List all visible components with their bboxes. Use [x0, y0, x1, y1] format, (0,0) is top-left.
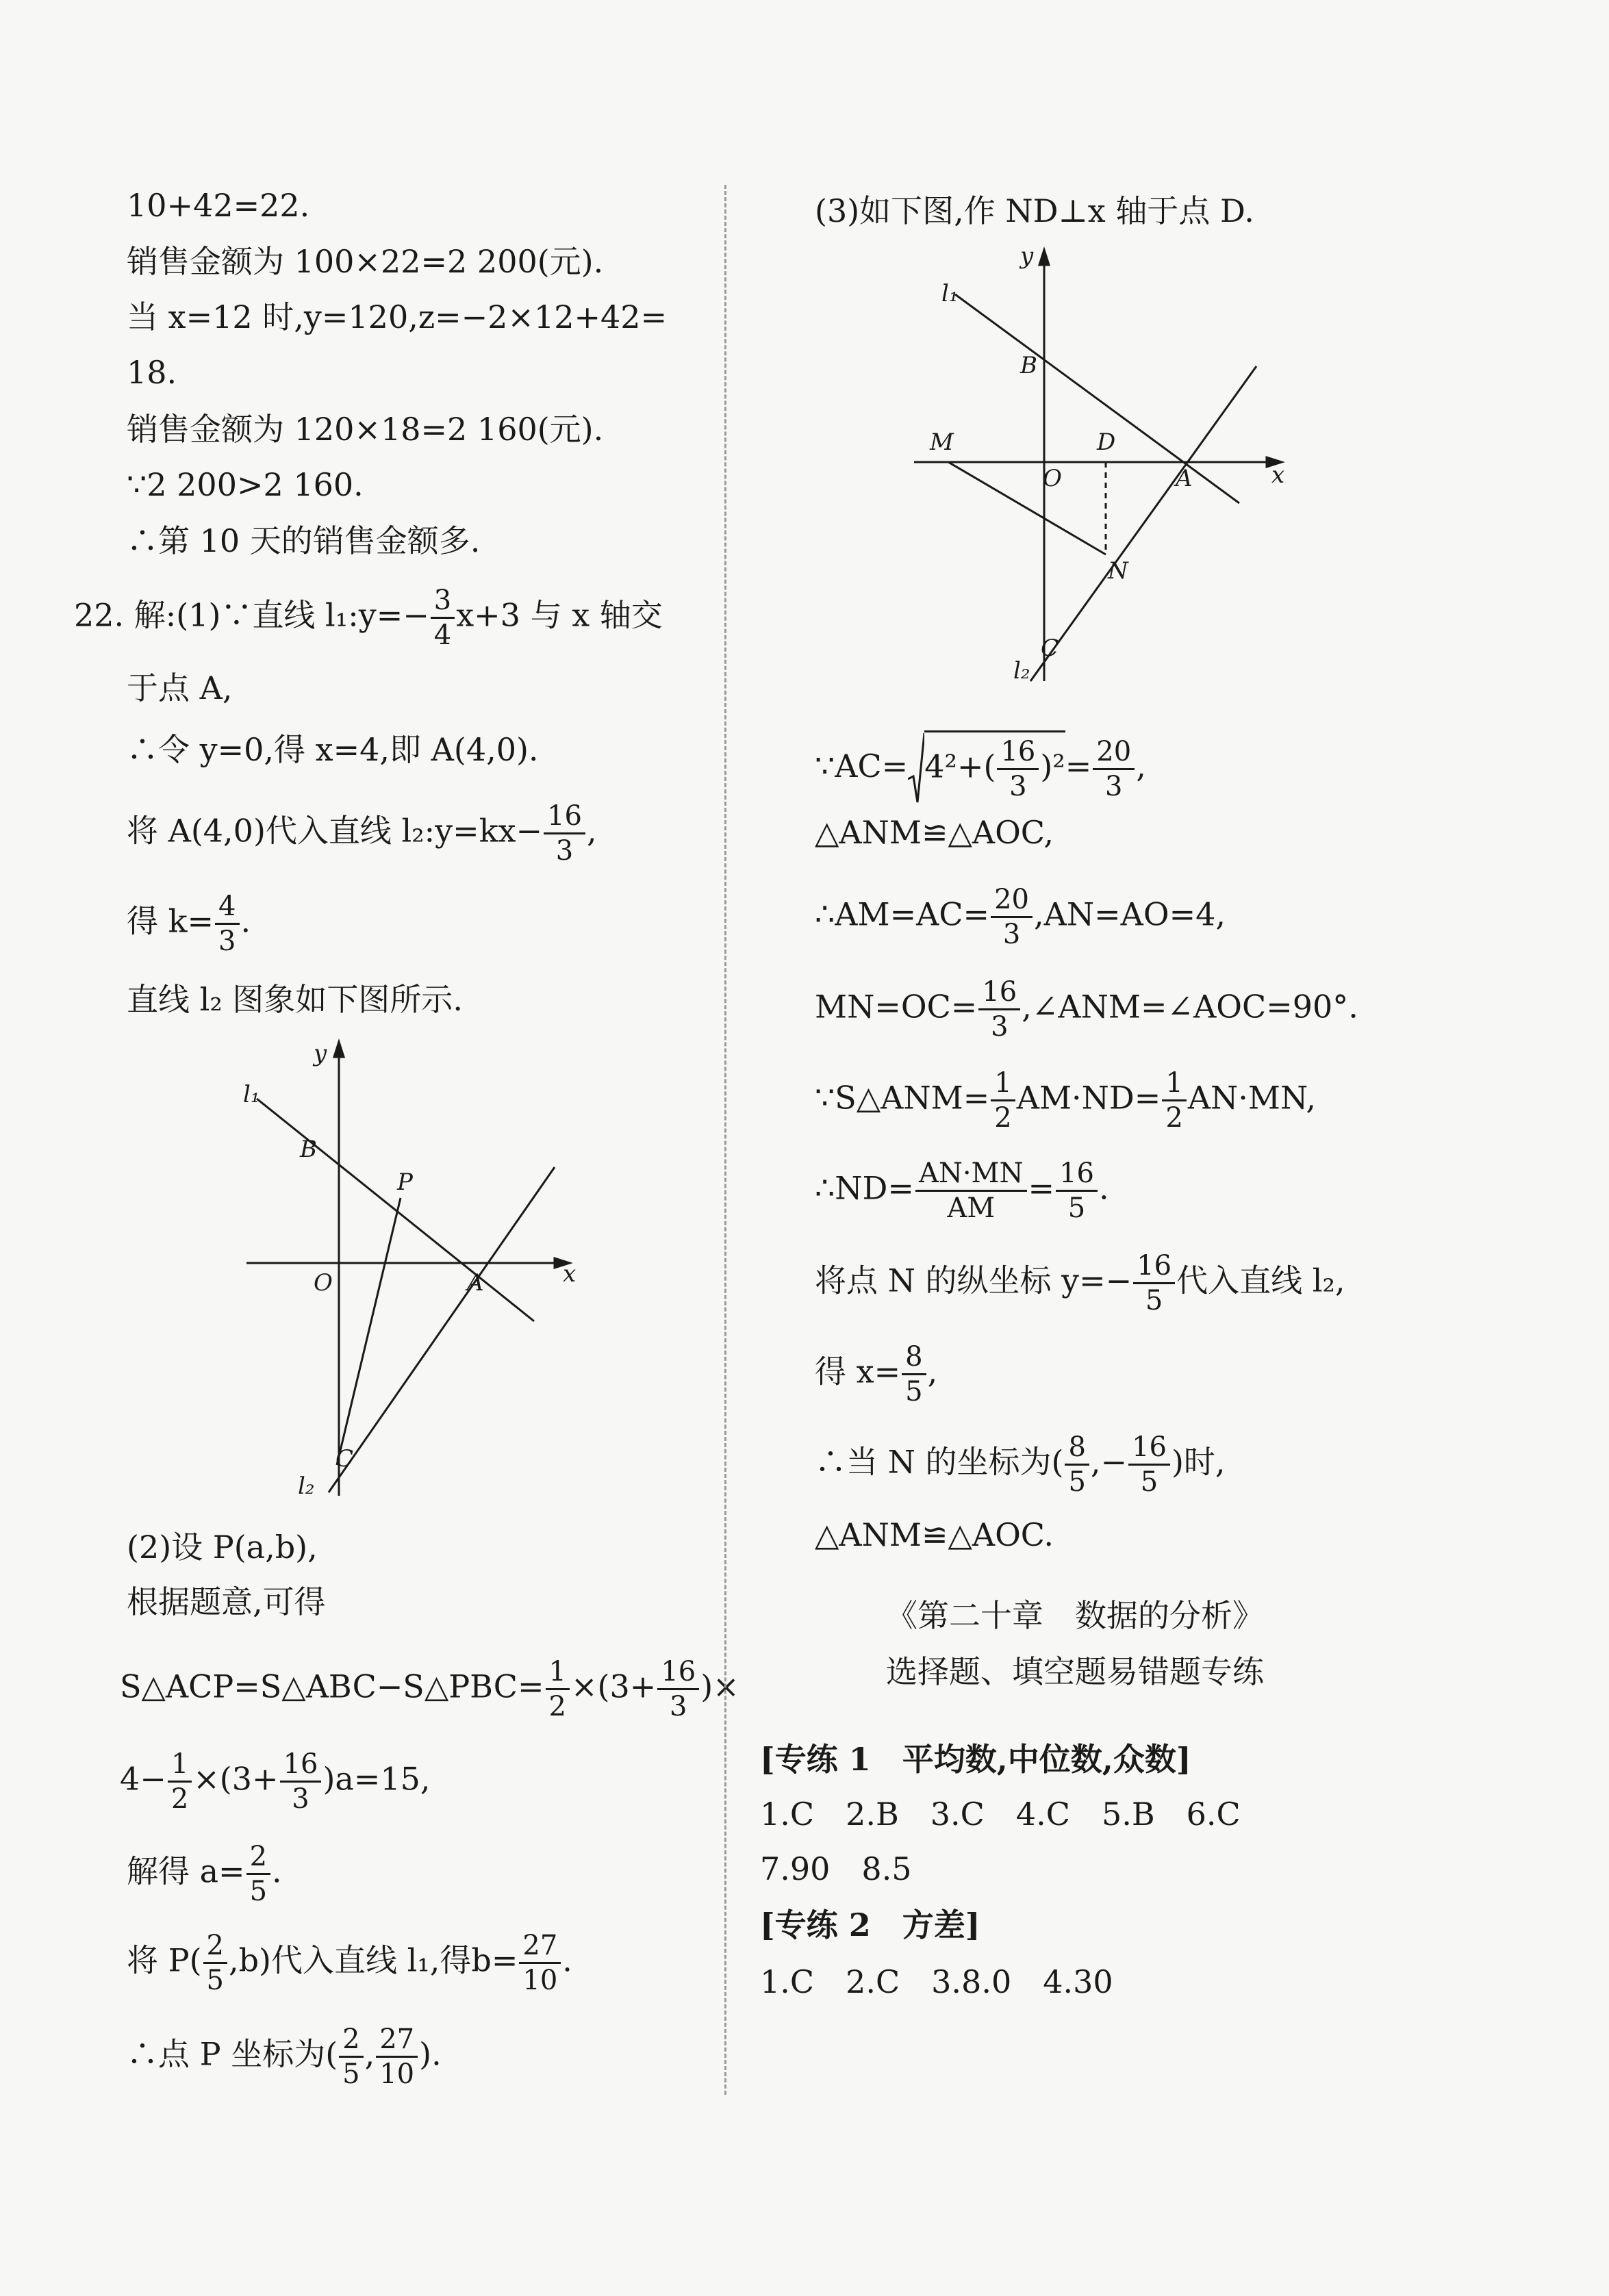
text: 4− — [120, 1760, 166, 1798]
segment-cp — [337, 1198, 401, 1465]
exercise-heading-2: [专练 2 方差] — [760, 1906, 980, 1943]
text: 解得 a= — [127, 1852, 245, 1890]
text: AN·MN, — [1187, 1079, 1316, 1117]
fraction — [431, 584, 455, 652]
numerator: 8 — [1065, 1431, 1089, 1466]
denominator: 4 — [433, 620, 452, 651]
text: ∵S△ANM= — [815, 1079, 990, 1117]
text-line: △ANM≌△AOC. — [815, 1516, 1054, 1553]
text: 得 k= — [127, 902, 214, 940]
fraction — [376, 2023, 418, 2091]
label-b: B — [1020, 352, 1037, 379]
text: . — [562, 1941, 572, 1979]
denominator: 5 — [905, 1376, 923, 1407]
denominator: 3 — [991, 1011, 1009, 1043]
line-l2 — [1030, 366, 1256, 681]
text-line — [815, 1249, 1345, 1317]
text-line — [815, 1340, 937, 1408]
label-a: A — [1176, 465, 1193, 492]
denominator: 3 — [555, 835, 574, 867]
numerator: 16 — [280, 1748, 322, 1783]
y-axis-arrow-icon — [1039, 250, 1049, 265]
label-d: D — [1097, 429, 1116, 456]
numerator: 16 — [978, 975, 1020, 1010]
exercise-heading-1: [专练 1 平均数,中位数,众数] — [760, 1741, 1191, 1778]
text: , — [1136, 748, 1146, 785]
numerator: 27 — [519, 1929, 561, 1964]
label-y: y — [1020, 243, 1034, 270]
denominator: 5 — [1068, 1466, 1086, 1498]
label-c: C — [1041, 635, 1059, 662]
text-line — [815, 975, 1358, 1043]
section-title: 选择题、填空题易错题专练 — [886, 1653, 1264, 1690]
denominator: 5 — [206, 1965, 224, 1996]
denominator: 10 — [522, 1965, 558, 1996]
text: = — [1028, 1169, 1055, 1207]
fraction — [339, 2023, 363, 2091]
numerator: 20 — [1093, 735, 1135, 770]
text: )时, — [1171, 1443, 1226, 1481]
label-l2: l₂ — [298, 1472, 315, 1500]
denominator: 5 — [1067, 1192, 1086, 1224]
text-line: ∵2 200>2 160. — [127, 466, 364, 503]
fraction — [991, 883, 1032, 951]
denominator: 3 — [670, 1691, 687, 1722]
numerator: 16 — [997, 735, 1039, 770]
numerator: 4 — [215, 890, 239, 925]
text: . — [240, 902, 251, 940]
text: = — [1065, 748, 1092, 785]
denominator: AM — [947, 1192, 996, 1224]
fraction — [246, 1840, 270, 1908]
fraction — [203, 1929, 227, 1997]
numerator: 8 — [902, 1340, 926, 1375]
text: . — [1098, 1169, 1109, 1207]
numerator: AN·MN — [915, 1157, 1027, 1192]
denominator: 2 — [170, 1783, 189, 1815]
text: ∵AC= — [815, 748, 909, 785]
text: )a=15, — [322, 1760, 431, 1798]
text: x+3 与 x 轴交 — [456, 596, 663, 634]
label-y: y — [314, 1040, 327, 1067]
text-line: (3)如下图,作 ND⊥x 轴于点 D. — [815, 192, 1254, 229]
text: . — [272, 1852, 282, 1890]
answer-line: 1.C 2.C 3.8.0 4.30 — [760, 1963, 1113, 2000]
numerator: 16 — [1128, 1431, 1170, 1466]
fraction — [1133, 1249, 1175, 1317]
text-line: 10+42=22. — [127, 187, 310, 224]
text-line: 当 x=12 时,y=120,z=−2×12+42= — [127, 298, 668, 335]
text: 得 x= — [815, 1353, 901, 1390]
label-l2: l₂ — [1013, 657, 1030, 685]
numerator: 27 — [376, 2023, 418, 2058]
text-line — [120, 1748, 431, 1815]
answer-line: 1.C 2.B 3.C 4.C 5.B 6.C — [760, 1796, 1241, 1833]
text-line: 18. — [127, 354, 177, 391]
fraction — [546, 1655, 570, 1723]
numerator: 20 — [991, 883, 1032, 918]
label-a: A — [467, 1269, 484, 1297]
text-line: 销售金额为 120×18=2 160(元). — [127, 411, 604, 448]
label-n: N — [1108, 557, 1128, 585]
text: ∴点 P 坐标为( — [127, 2035, 338, 2073]
text: 4²+( — [924, 748, 996, 785]
label-x: x — [1271, 461, 1285, 489]
text: ×(3+ — [571, 1668, 657, 1705]
numerator: 16 — [1133, 1249, 1175, 1284]
text-line — [815, 883, 1226, 951]
column-divider — [724, 185, 726, 2095]
denominator: 5 — [1140, 1466, 1158, 1498]
text: 将 A(4,0)代入直线 l₂:y=kx− — [127, 812, 543, 850]
denominator: 3 — [292, 1783, 309, 1815]
text: 将点 N 的纵坐标 y=− — [815, 1262, 1132, 1299]
numerator: 2 — [339, 2023, 363, 2058]
numerator: 1 — [991, 1067, 1015, 1101]
text: AM·ND= — [1016, 1079, 1161, 1117]
numerator: 2 — [203, 1929, 227, 1964]
label-m: M — [930, 429, 954, 456]
label-c: C — [335, 1445, 354, 1472]
denominator: 2 — [548, 1691, 566, 1722]
text: ,b)代入直线 l₁,得b= — [228, 1941, 518, 1979]
answer-line: 7.90 8.5 — [760, 1850, 912, 1887]
fraction — [657, 1655, 699, 1723]
text: ). — [419, 2035, 442, 2073]
text: ∴当 N 的坐标为( — [815, 1443, 1064, 1481]
text-line — [815, 1431, 1226, 1498]
denominator: 2 — [994, 1102, 1012, 1134]
numerator: 1 — [546, 1655, 570, 1690]
line-l1 — [955, 294, 1239, 503]
text-line — [815, 1067, 1316, 1134]
text-line: ∴第 10 天的销售金额多. — [127, 522, 481, 559]
text: ×(3+ — [193, 1760, 279, 1798]
text: S△ACP=S△ABC−S△PBC= — [120, 1668, 544, 1705]
y-axis-arrow-icon — [334, 1042, 344, 1057]
label-o: O — [1043, 465, 1062, 492]
fraction — [280, 1748, 322, 1815]
label-l1: l₁ — [941, 280, 959, 307]
text-line — [815, 731, 1146, 806]
coordinate-graph-figure-2 — [904, 243, 1301, 688]
numerator: 1 — [168, 1748, 192, 1783]
fraction — [544, 800, 585, 867]
chapter-title: 《第二十章 数据的分析》 — [886, 1597, 1264, 1634]
fraction — [997, 735, 1039, 803]
text-line: (2)设 P(a,b), — [127, 1529, 318, 1566]
text-line — [127, 2023, 442, 2091]
fraction — [1128, 1431, 1170, 1498]
text: )² — [1040, 748, 1065, 785]
text: 22. 解:(1)∵直线 l₁:y=− — [74, 596, 429, 634]
text: , — [364, 2035, 375, 2073]
fraction — [915, 1157, 1027, 1225]
text-line: ∴令 y=0,得 x=4,即 A(4,0). — [127, 731, 539, 768]
denominator: 3 — [218, 926, 236, 957]
denominator: 10 — [379, 2058, 415, 2090]
text-line: △ANM≌△AOC, — [815, 814, 1054, 851]
text: ∴ND= — [815, 1169, 914, 1207]
label-b: B — [300, 1136, 317, 1163]
label-p: P — [397, 1169, 413, 1196]
text-line — [127, 890, 251, 958]
fraction — [1093, 735, 1135, 803]
fraction — [978, 975, 1020, 1043]
fraction — [1162, 1067, 1186, 1134]
question-22-line — [74, 584, 663, 652]
fraction — [215, 890, 239, 958]
fraction — [902, 1340, 926, 1408]
segment-mn — [948, 462, 1106, 554]
text-line — [127, 800, 597, 867]
text: 代入直线 l₂, — [1176, 1262, 1345, 1299]
square-root — [908, 731, 1065, 806]
fraction — [1056, 1157, 1098, 1225]
text: ,∠ANM=∠AOC=90°. — [1022, 988, 1358, 1025]
numerator: 16 — [1056, 1157, 1098, 1192]
text: 将 P( — [127, 1941, 202, 1979]
denominator: 3 — [1002, 919, 1021, 950]
line-l1 — [257, 1099, 534, 1321]
text-line — [815, 1157, 1109, 1225]
radical-sign-icon — [908, 731, 924, 806]
fraction — [1065, 1431, 1089, 1498]
denominator: 5 — [249, 1876, 268, 1907]
line-l2 — [329, 1167, 555, 1492]
label-l1: l₁ — [243, 1081, 260, 1108]
denominator: 5 — [342, 2058, 360, 2090]
text: ∴AM=AC= — [815, 895, 990, 933]
text-line: 直线 l₂ 图象如下图所示. — [127, 981, 464, 1018]
text: MN=OC= — [815, 988, 978, 1025]
text: , — [586, 812, 597, 850]
denominator: 3 — [1009, 771, 1027, 802]
numerator: 16 — [544, 800, 585, 834]
numerator: 16 — [657, 1655, 699, 1690]
label-o: O — [314, 1269, 333, 1297]
fraction — [519, 1929, 561, 1997]
text-line — [120, 1655, 739, 1723]
text: )× — [700, 1668, 739, 1705]
text-line — [127, 1929, 572, 1997]
numerator: 2 — [246, 1840, 270, 1875]
text-line: 根据题意,可得 — [127, 1583, 326, 1620]
fraction — [991, 1067, 1015, 1134]
coordinate-graph-figure-1 — [233, 1034, 589, 1506]
fraction — [168, 1748, 192, 1815]
denominator: 2 — [1165, 1102, 1183, 1134]
text-line — [127, 1840, 282, 1908]
numerator: 1 — [1162, 1067, 1186, 1101]
text: ,− — [1090, 1443, 1128, 1481]
label-x: x — [563, 1260, 577, 1288]
denominator: 3 — [1105, 770, 1123, 802]
text: , — [927, 1353, 938, 1390]
numerator: 3 — [431, 584, 455, 619]
text: ,AN=AO=4, — [1034, 895, 1226, 933]
text-line: 于点 A, — [127, 669, 233, 706]
denominator: 5 — [1145, 1285, 1163, 1316]
text-line: 销售金额为 100×22=2 200(元). — [127, 243, 604, 280]
